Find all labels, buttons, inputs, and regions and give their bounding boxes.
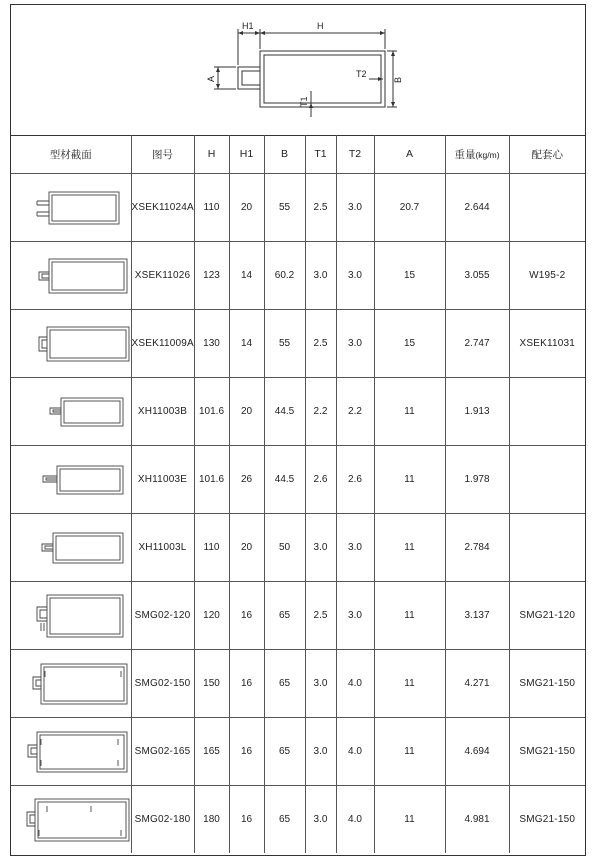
profile-dimension-drawing <box>11 5 585 135</box>
b-cell: 44.5 <box>264 378 305 446</box>
a-cell: 15 <box>374 242 445 310</box>
h-cell: 165 <box>194 718 229 786</box>
a-cell: 15 <box>374 310 445 378</box>
section-drawing-cell <box>11 718 131 786</box>
section-drawing <box>11 186 131 230</box>
t1-cell: 2.6 <box>305 446 336 514</box>
t2-cell: 3.0 <box>336 174 374 242</box>
table-row <box>11 514 585 582</box>
code-cell: SMG02-150 <box>131 650 194 718</box>
a-cell: 11 <box>374 582 445 650</box>
section-drawing-cell <box>11 446 131 514</box>
t1-cell: 3.0 <box>305 242 336 310</box>
section-drawing-cell <box>11 174 131 242</box>
h1-cell: 14 <box>229 242 264 310</box>
header-section: 型材截面 <box>11 135 131 174</box>
h1-cell: 16 <box>229 786 264 854</box>
table-row <box>11 174 585 242</box>
a-cell: 11 <box>374 650 445 718</box>
weight-cell: 2.747 <box>445 310 509 378</box>
match-cell: XSEK11031 <box>509 310 585 378</box>
section-drawing <box>11 458 131 502</box>
h-cell: 180 <box>194 786 229 854</box>
code-cell: SMG02-180 <box>131 786 194 854</box>
h-cell: 101.6 <box>194 378 229 446</box>
table-row <box>11 650 585 718</box>
weight-cell: 4.271 <box>445 650 509 718</box>
section-drawing-cell <box>11 378 131 446</box>
t1-cell: 3.0 <box>305 718 336 786</box>
section-drawing-cell <box>11 514 131 582</box>
t2-cell: 4.0 <box>336 718 374 786</box>
section-drawing-cell <box>11 310 131 378</box>
table-row <box>11 718 585 786</box>
section-drawing-cell <box>11 650 131 718</box>
weight-cell: 3.137 <box>445 582 509 650</box>
match-cell: SMG21-150 <box>509 786 585 854</box>
header-b: B <box>264 135 305 174</box>
dimension-diagram <box>11 5 585 136</box>
header-t2: T2 <box>336 135 374 174</box>
header-match: 配套心 <box>509 135 585 174</box>
section-drawing <box>11 254 131 298</box>
b-cell: 65 <box>264 650 305 718</box>
t2-cell: 3.0 <box>336 514 374 582</box>
match-cell <box>509 378 585 446</box>
t1-cell: 3.0 <box>305 650 336 718</box>
code-cell: XSEK11026 <box>131 242 194 310</box>
section-drawing <box>11 526 131 570</box>
section-drawing <box>11 591 131 641</box>
h1-cell: 16 <box>229 582 264 650</box>
b-cell: 65 <box>264 718 305 786</box>
b-label: B <box>393 76 403 83</box>
weight-cell: 1.978 <box>445 446 509 514</box>
table-row <box>11 446 585 514</box>
table-header-row <box>11 135 585 174</box>
code-cell: SMG02-120 <box>131 582 194 650</box>
t2-cell: 4.0 <box>336 650 374 718</box>
t2-label: T2 <box>356 69 367 79</box>
b-cell: 50 <box>264 514 305 582</box>
section-drawing <box>11 659 131 709</box>
section-drawing <box>11 390 131 434</box>
t2-cell: 3.0 <box>336 310 374 378</box>
table-row <box>11 310 585 378</box>
h1-cell: 20 <box>229 174 264 242</box>
b-cell: 55 <box>264 310 305 378</box>
match-cell: SMG21-120 <box>509 582 585 650</box>
profile-tongue-outer <box>238 67 260 89</box>
t1-cell: 2.2 <box>305 378 336 446</box>
h1-cell: 16 <box>229 718 264 786</box>
weight-cell: 2.784 <box>445 514 509 582</box>
header-weight <box>445 135 509 174</box>
t1-cell: 2.5 <box>305 174 336 242</box>
b-cell: 44.5 <box>264 446 305 514</box>
code-cell: XSEK11009A <box>131 310 194 378</box>
match-cell: W195-2 <box>509 242 585 310</box>
a-cell: 11 <box>374 718 445 786</box>
weight-cell: 3.055 <box>445 242 509 310</box>
section-drawing <box>11 727 131 777</box>
spec-sheet <box>10 4 586 856</box>
h-cell: 120 <box>194 582 229 650</box>
weight-cell: 1.913 <box>445 378 509 446</box>
code-cell: XH11003B <box>131 378 194 446</box>
match-cell: SMG21-150 <box>509 650 585 718</box>
section-drawing <box>11 322 131 366</box>
h-cell: 150 <box>194 650 229 718</box>
t1-label: T1 <box>299 96 309 107</box>
h1-label: H1 <box>242 21 254 31</box>
header-weight-label: 重量 <box>454 148 476 161</box>
a-cell: 11 <box>374 514 445 582</box>
a-cell: 20.7 <box>374 174 445 242</box>
a-cell: 11 <box>374 446 445 514</box>
a-cell: 11 <box>374 378 445 446</box>
t1-cell: 3.0 <box>305 514 336 582</box>
table-row <box>11 582 585 650</box>
match-cell <box>509 514 585 582</box>
profile-outer-outline <box>260 51 385 107</box>
section-drawing-cell <box>11 242 131 310</box>
b-cell: 65 <box>264 786 305 854</box>
h-label: H <box>317 21 324 31</box>
h1-cell: 20 <box>229 514 264 582</box>
h-cell: 123 <box>194 242 229 310</box>
header-t1: T1 <box>305 135 336 174</box>
table-row <box>11 786 585 854</box>
h1-cell: 16 <box>229 650 264 718</box>
code-cell: XH11003E <box>131 446 194 514</box>
weight-cell: 4.981 <box>445 786 509 854</box>
section-drawing-cell <box>11 582 131 650</box>
b-cell: 65 <box>264 582 305 650</box>
header-h: H <box>194 135 229 174</box>
weight-cell: 2.644 <box>445 174 509 242</box>
a-cell: 11 <box>374 786 445 854</box>
table-row <box>11 378 585 446</box>
h1-cell: 20 <box>229 378 264 446</box>
weight-cell: 4.694 <box>445 718 509 786</box>
h-cell: 110 <box>194 514 229 582</box>
match-cell <box>509 446 585 514</box>
t2-cell: 3.0 <box>336 582 374 650</box>
t2-cell: 2.2 <box>336 378 374 446</box>
section-drawing <box>11 794 131 846</box>
t1-cell: 2.5 <box>305 310 336 378</box>
t2-cell: 3.0 <box>336 242 374 310</box>
code-cell: XH11003L <box>131 514 194 582</box>
a-label: A <box>206 75 216 82</box>
header-weight-unit: (kg/m) <box>475 149 500 160</box>
match-cell: SMG21-150 <box>509 718 585 786</box>
b-cell: 55 <box>264 174 305 242</box>
profile-inner-outline <box>264 55 381 103</box>
header-code: 图号 <box>131 135 194 174</box>
h1-cell: 14 <box>229 310 264 378</box>
header-h1: H1 <box>229 135 264 174</box>
header-a: A <box>374 135 445 174</box>
match-cell <box>509 174 585 242</box>
section-drawing-cell <box>11 786 131 854</box>
h1-cell: 26 <box>229 446 264 514</box>
t1-cell: 3.0 <box>305 786 336 854</box>
table-row <box>11 242 585 310</box>
t2-cell: 2.6 <box>336 446 374 514</box>
h-cell: 130 <box>194 310 229 378</box>
h-cell: 110 <box>194 174 229 242</box>
b-cell: 60.2 <box>264 242 305 310</box>
h-cell: 101.6 <box>194 446 229 514</box>
t2-cell: 4.0 <box>336 786 374 854</box>
code-cell: XSEK11024A <box>131 174 194 242</box>
code-cell: SMG02-165 <box>131 718 194 786</box>
profile-tongue-inner <box>242 71 260 85</box>
profile-spec-table <box>11 135 585 853</box>
t1-cell: 2.5 <box>305 582 336 650</box>
